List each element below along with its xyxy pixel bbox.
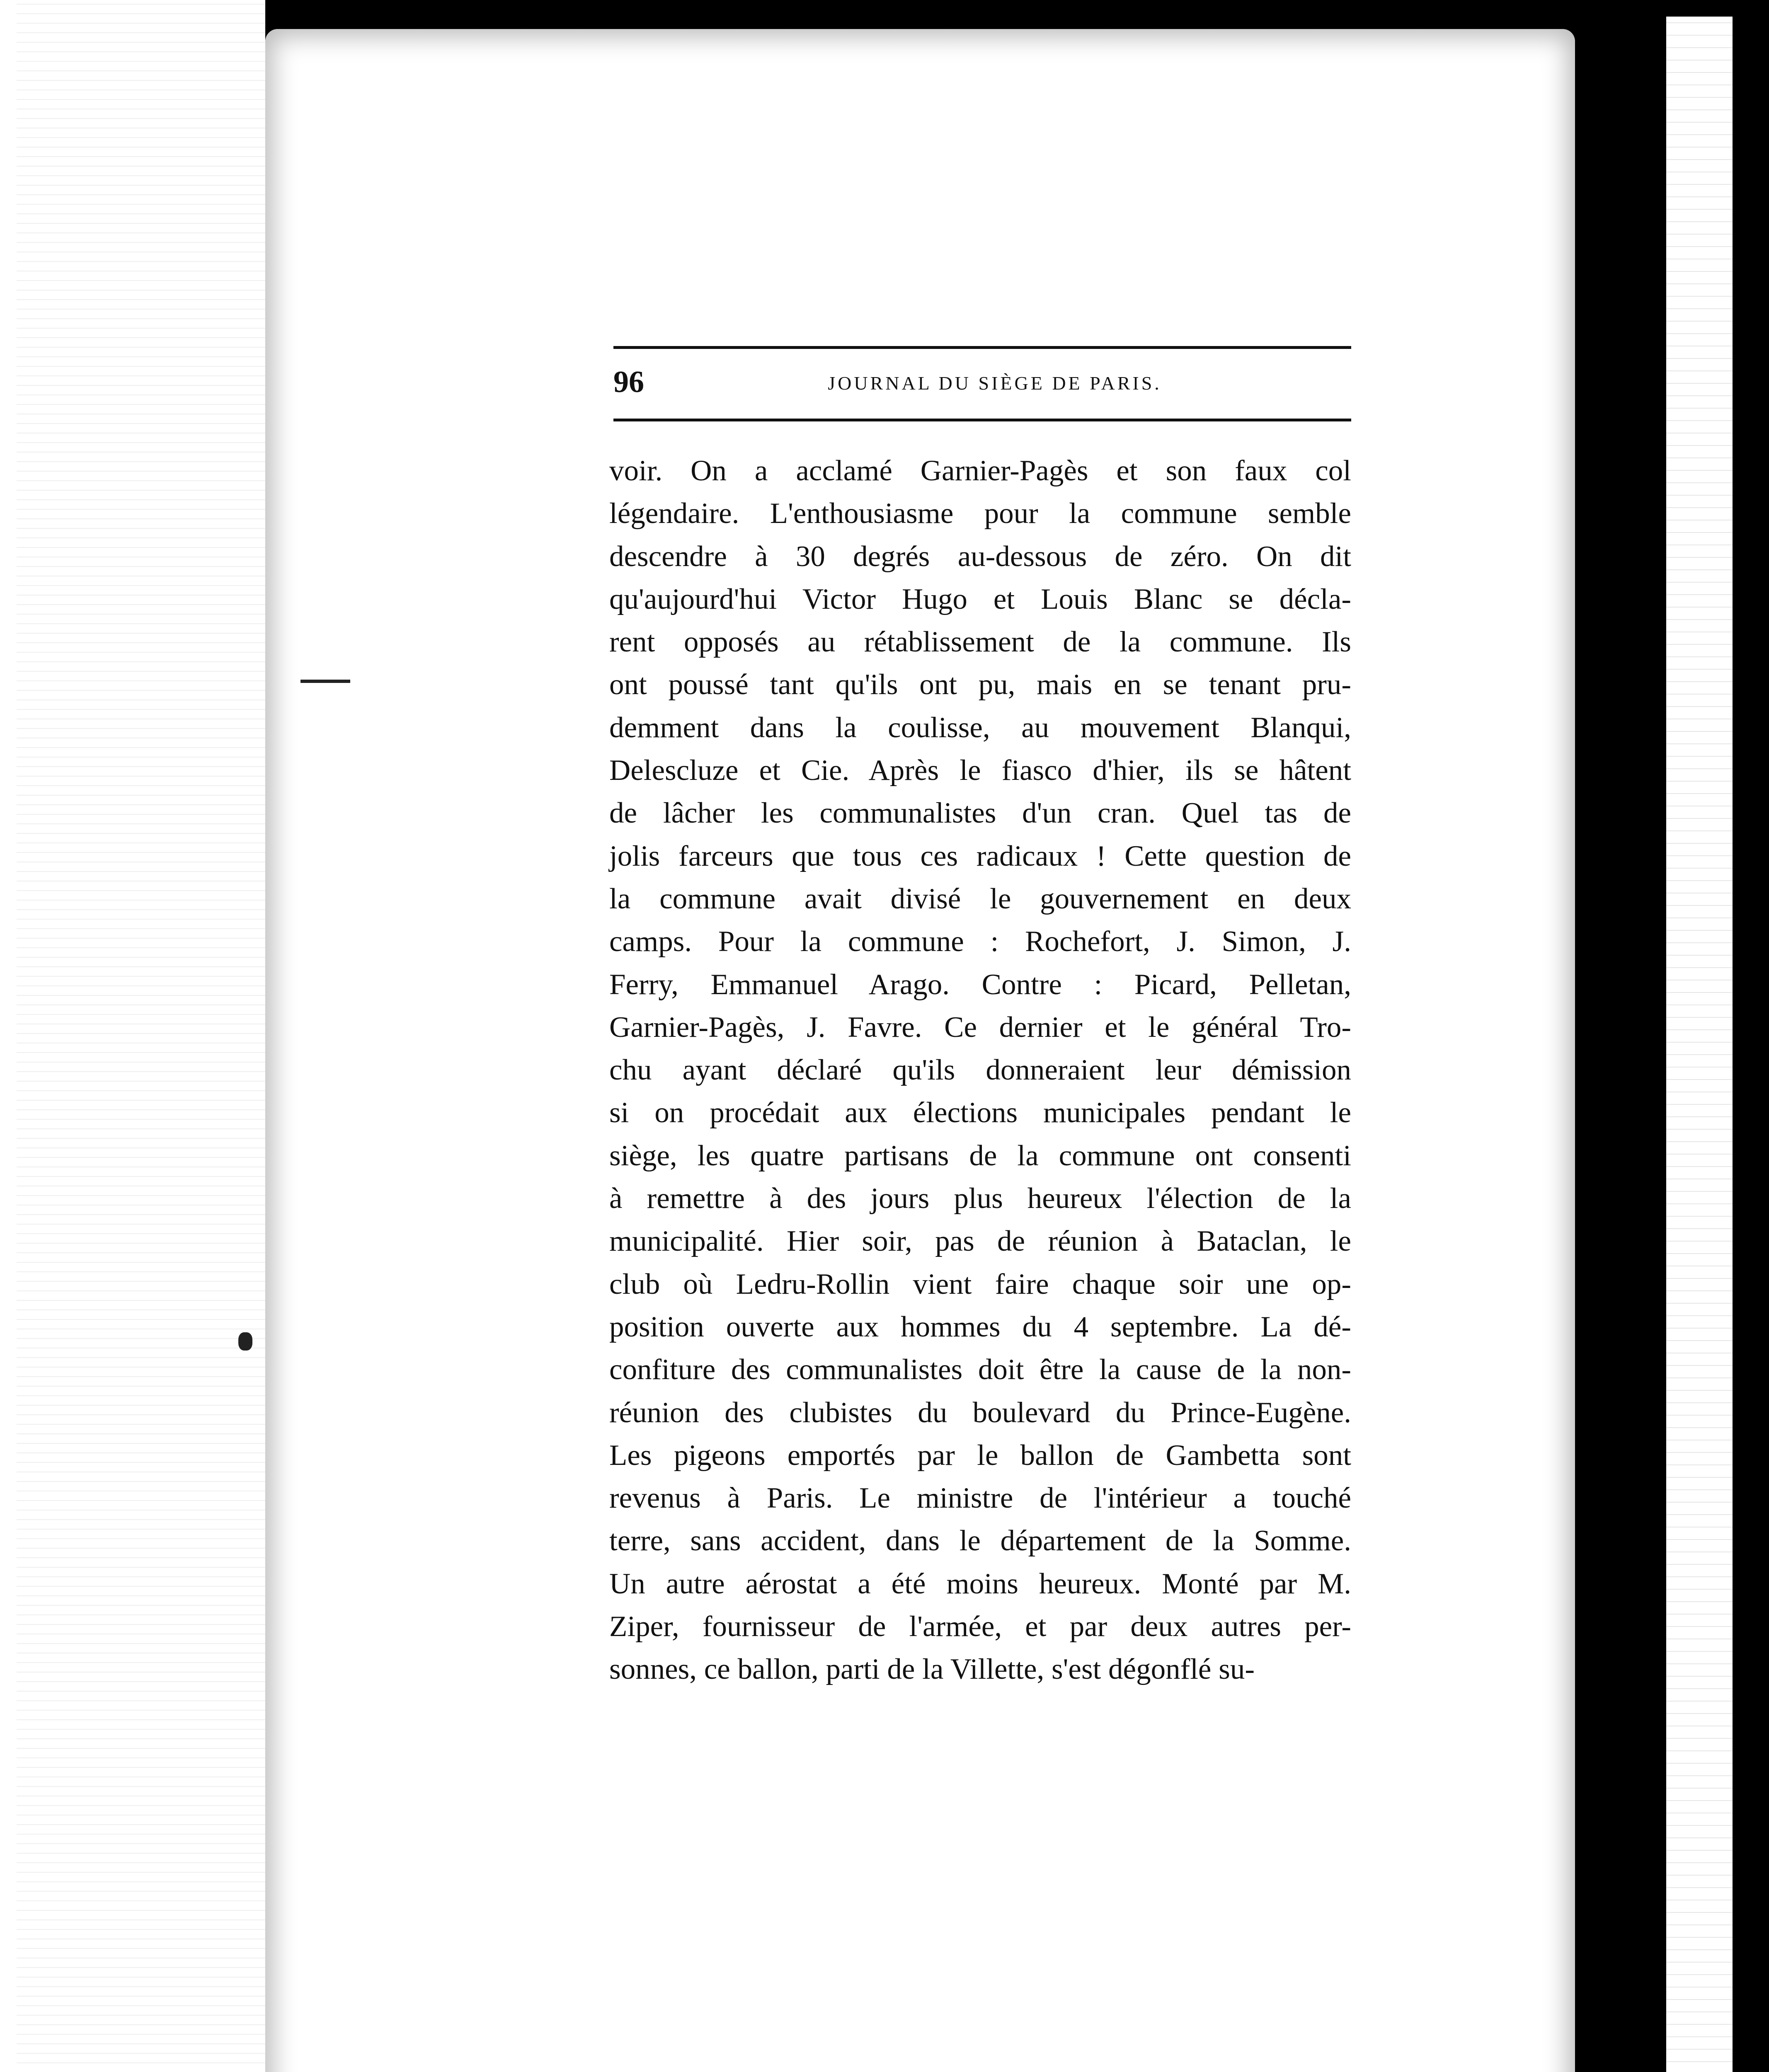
text-line: terre, sans accident, dans le département de la Somme.: [609, 1525, 1351, 1557]
margin-mark: [300, 680, 350, 683]
text-line: de lâcher les communalistes d'un cran. Quel tas de: [609, 797, 1351, 830]
text-line: municipalité. Hier soir, pas de réunion à Bataclan, le: [609, 1225, 1351, 1258]
text-line: club où Ledru-Rollin vient faire chaque soir une op-: [609, 1268, 1351, 1300]
running-head: [613, 365, 1351, 414]
text-line: Ziper, fournisseur de l'armée, et par deux autres per-: [609, 1610, 1351, 1643]
margin-mark: [238, 1332, 252, 1351]
text-line: Ferry, Emmanuel Arago. Contre : Picard, Pelletan,: [609, 968, 1351, 1001]
scan-margin-left: [0, 0, 265, 2072]
text-line: Garnier-Pagès, J. Favre. Ce dernier et le général Tro-: [609, 1011, 1351, 1043]
text-line: ont poussé tant qu'ils ont pu, mais en se tenant pru-: [609, 668, 1351, 701]
text-line: légendaire. L'enthousiasme pour la commune semble: [609, 497, 1351, 530]
text-line: à remettre à des jours plus heureux l'élection de la: [609, 1182, 1351, 1215]
text-line: revenus à Paris. Le ministre de l'intérieur a touché: [609, 1482, 1351, 1515]
text-line: chu ayant déclaré qu'ils donneraient leur démission: [609, 1054, 1351, 1087]
text-line: siège, les quatre partisans de la commune ont consenti: [609, 1139, 1351, 1172]
text-line: jolis farceurs que tous ces radicaux ! Cette question de: [609, 840, 1351, 872]
text-line: Delescluze et Cie. Après le fiasco d'hier, ils se hâtent: [609, 754, 1351, 787]
text-line: qu'aujourd'hui Victor Hugo et Louis Blanc se décla-: [609, 583, 1351, 615]
text-line: Un autre aérostat a été moins heureux. Monté par M.: [609, 1567, 1351, 1600]
text-line: si on procédait aux élections municipales pendant le: [609, 1097, 1351, 1129]
header-rule-bottom: [613, 419, 1351, 421]
text-line: la commune avait divisé le gouvernement en deux: [609, 882, 1351, 915]
text-line: voir. On a acclamé Garnier-Pagès et son faux col: [609, 455, 1351, 487]
text-line: demment dans la coulisse, au mouvement Blanqui,: [609, 711, 1351, 744]
text-line: rent opposés au rétablissement de la commune. Ils: [609, 626, 1351, 658]
body-text: [609, 450, 1351, 1691]
scan-noise-left: [17, 0, 265, 2072]
text-line: camps. Pour la commune : Rochefort, J. Simon, J.: [609, 925, 1351, 958]
header-rule-top: [613, 346, 1351, 349]
text-line: Les pigeons emportés par le ballon de Gambetta sont: [609, 1439, 1351, 1472]
text-line: sonnes, ce ballon, parti de la Villette, s'est dégonflé su-: [609, 1653, 1255, 1686]
scan-margin-right: [1666, 17, 1733, 2072]
page-number: 96: [613, 365, 644, 399]
text-line: descendre à 30 degrés au-dessous de zéro. On dit: [609, 540, 1351, 573]
text-line: réunion des clubistes du boulevard du Prince-Eugène.: [609, 1396, 1351, 1429]
text-line: confiture des communalistes doit être la cause de la non-: [609, 1353, 1351, 1386]
text-line: position ouverte aux hommes du 4 septembre. La dé-: [609, 1310, 1351, 1343]
running-title: JOURNAL DU SIÈGE DE PARIS.: [828, 373, 1162, 394]
